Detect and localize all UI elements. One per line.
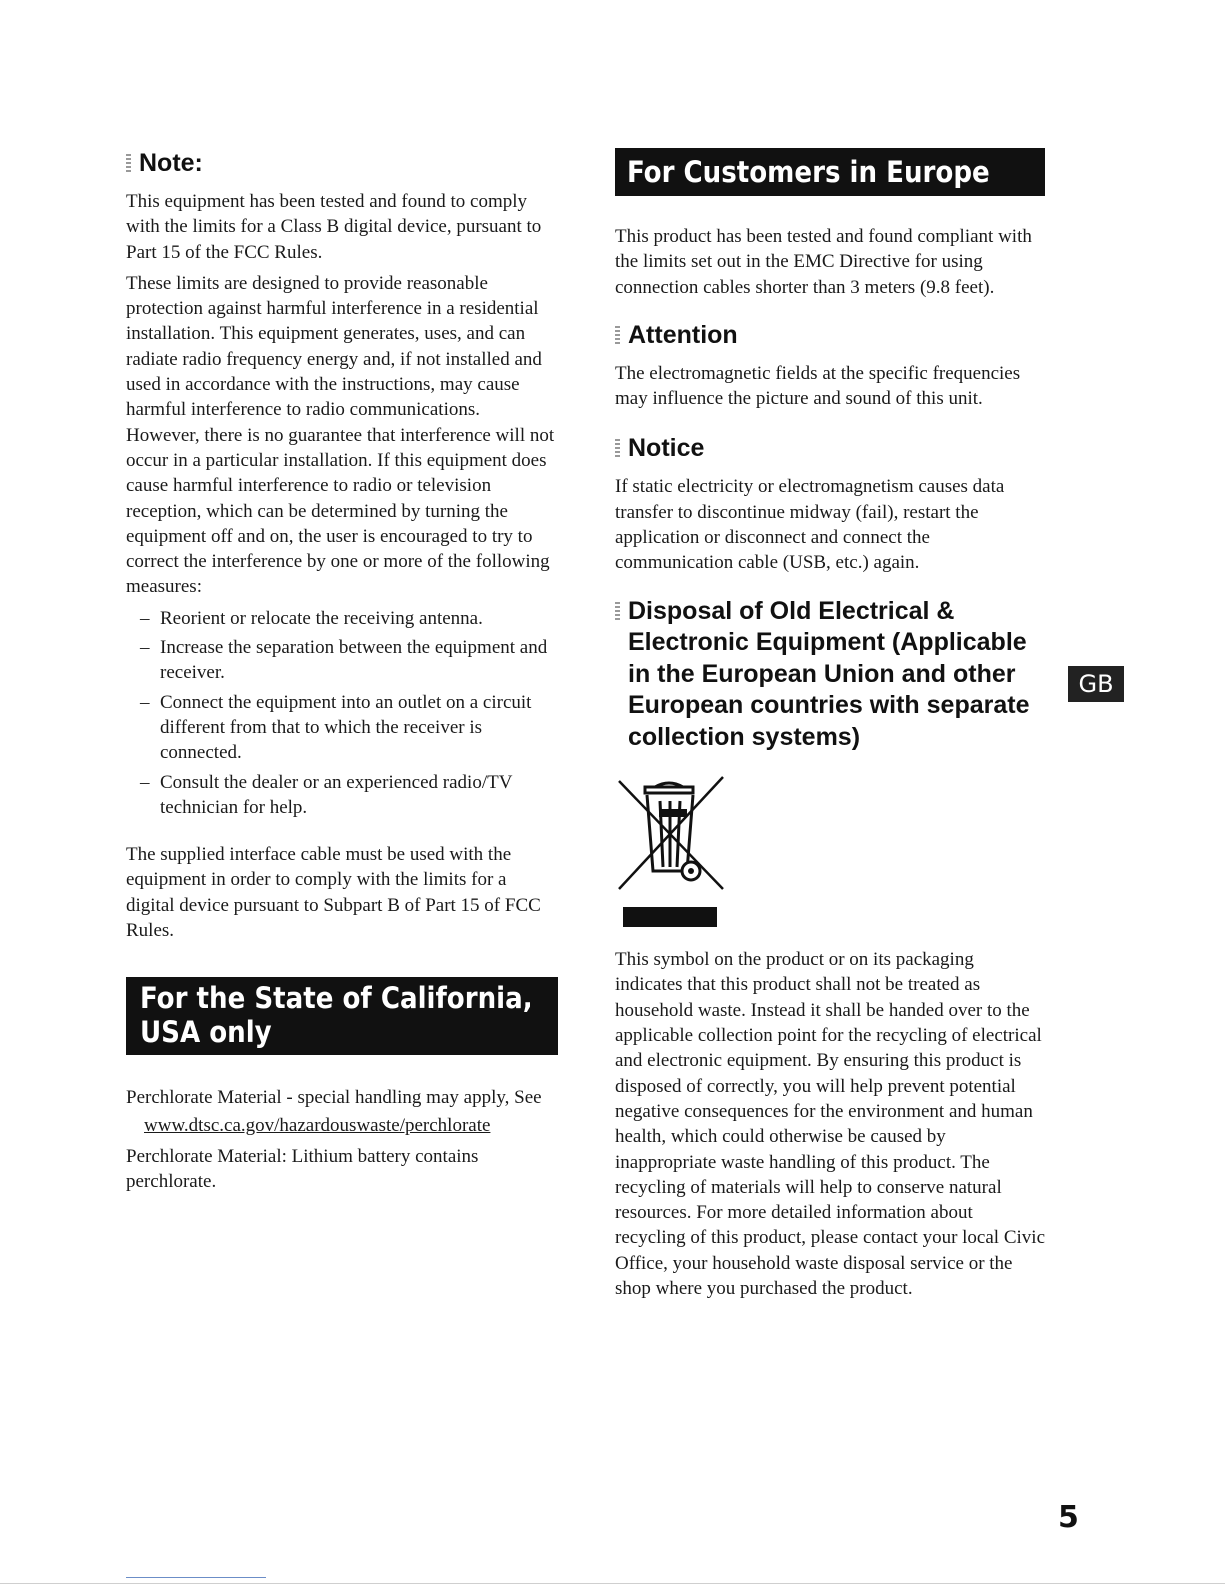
page-number: 5 — [1058, 1500, 1079, 1535]
europe-banner: For Customers in Europe — [615, 148, 1045, 196]
fcc-paragraph-2: These limits are designed to provide reasonable protection against harmful interference in a residential installation. This equipment generates, uses, and can radiate radio frequency energy and, if not installed and used in accordance with the instructions, may cause harmful interference to radio communications. However, there is no guarantee that interference will not occur in a particular installation. If this equipment does cause harmful interference to radio or television reception, which can be determined by turning the equipment off and on, the user is encouraged to try to correct the interference by one or more of the following measures: — [126, 272, 555, 598]
perchlorate-url-link[interactable]: www.dtsc.ca.gov/hazardouswaste/perchlorate — [144, 1114, 491, 1136]
list-item: – Connect the equipment into an outlet on a circuit different from that to which the receiver is connected. — [126, 690, 558, 766]
disposal-heading — [615, 596, 1045, 754]
left-column — [126, 148, 558, 1201]
california-banner: For the State of California, USA only — [126, 977, 558, 1055]
note-heading — [126, 148, 558, 179]
crossed-out-bin-icon — [611, 773, 731, 893]
perchlorate-paragraph-1: Perchlorate Material - special handling may apply, See — [126, 1087, 542, 1109]
section-marker-icon — [615, 326, 620, 345]
perchlorate-paragraph-2: Perchlorate Material: Lithium battery contains perchlorate. — [126, 1145, 479, 1193]
right-column — [615, 148, 1045, 1307]
section-marker-icon — [615, 439, 620, 458]
list-item: – Increase the separation between the equipment and receiver. — [126, 635, 558, 686]
section-marker-icon — [126, 154, 131, 173]
black-bar — [623, 907, 717, 927]
disposal-paragraph: This symbol on the product or on its packaging indicates that this product shall not be treated as household waste. Instead it shall be handed over to the applicable collection point for the recycling of electrical and electronic equipment. By ensuring this product is disposed of correctly, you will help prevent potential negative consequences for the environment and human health, which could otherwise be caused by inappropriate waste handling of this product. The recycling of materials will help to conserve natural resources. For more detailed information about recycling of this product, please contact your local Civic Office, your household waste disposal service or the shop where you purchased the product. — [615, 949, 1045, 1300]
note-heading-text: Note: — [139, 149, 203, 177]
fcc-paragraph-1: This equipment has been tested and found to comply with the limits for a Class B digital device, pursuant to Part 15 of the FCC Rules. — [126, 191, 542, 263]
notice-heading-text: Notice — [628, 434, 705, 463]
attention-heading-text: Attention — [628, 320, 738, 349]
language-tab: GB — [1068, 666, 1124, 702]
notice-heading — [615, 433, 1045, 464]
emc-paragraph: This product has been tested and found compliant with the limits set out in the EMC Directive for using connection cables shorter than 3 meters (9.8 feet). — [615, 226, 1032, 298]
disposal-heading-text: Disposal of Old Electrical & Electronic Equipment (Applicable in the European Union and other European countries with separate collection systems) — [628, 596, 1030, 751]
list-item: – Consult the dealer or an experienced radio/TV technician for help. — [126, 770, 558, 821]
list-item: – Reorient or relocate the receiving antenna. — [126, 606, 558, 631]
measures-list — [126, 606, 558, 820]
footer-line — [126, 1577, 266, 1578]
section-marker-icon — [615, 602, 620, 621]
bottom-divider — [0, 1583, 1225, 1584]
attention-paragraph: The electromagnetic fields at the specific frequencies may influence the picture and sound of this unit. — [615, 362, 1021, 410]
attention-heading — [615, 320, 1045, 351]
notice-paragraph: If static electricity or electromagnetism causes data transfer to discontinue midway (fail), restart the application or disconnect and connect the communication cable (USB, etc.) again. — [615, 476, 1005, 574]
fcc-paragraph-3: The supplied interface cable must be used with the equipment in order to comply with the limits for a digital device pursuant to Subpart B of Part 15 of FCC Rules. — [126, 844, 541, 942]
